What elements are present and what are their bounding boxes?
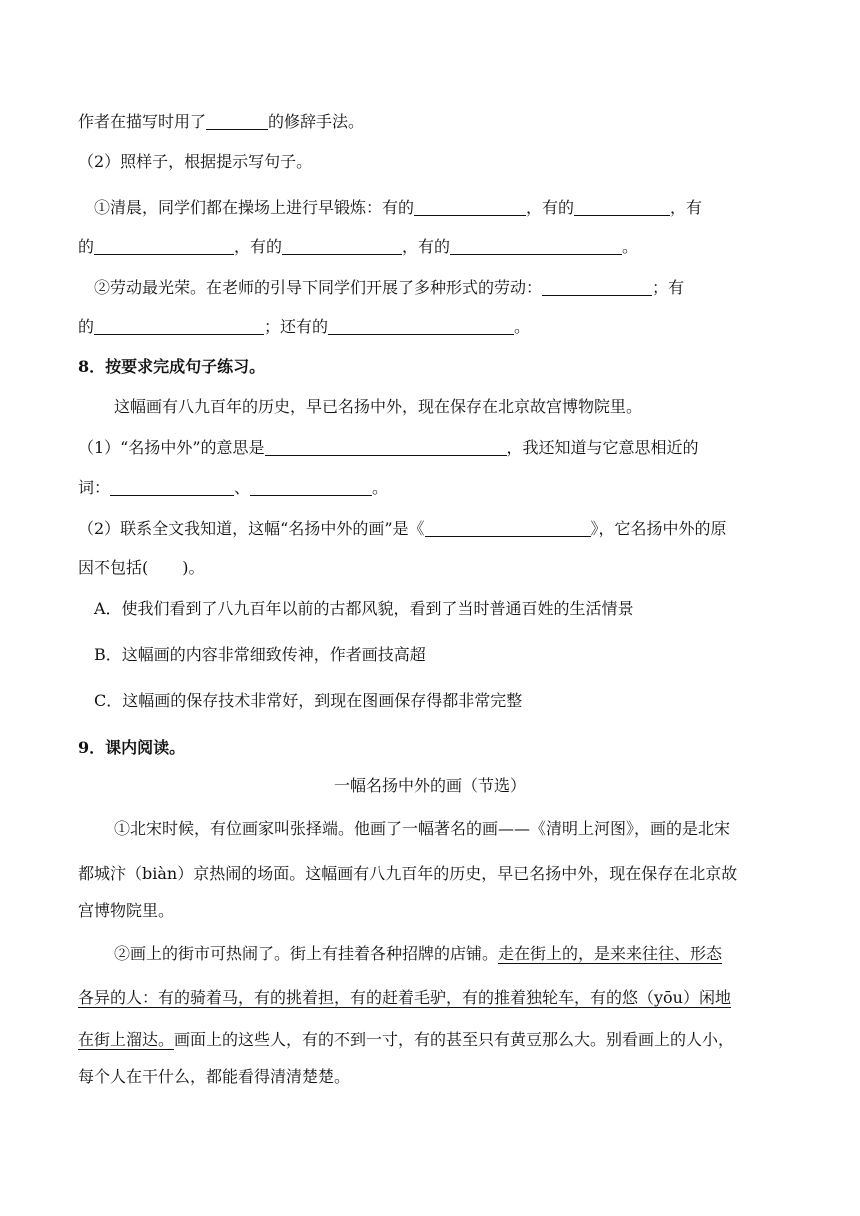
- meaning-blank[interactable]: [265, 439, 507, 456]
- q8-1-line2: 词： 、 。: [78, 478, 389, 497]
- q7-rhetoric-line: 作者在描写时用了 的修辞手法。: [78, 112, 365, 131]
- reading-p2-line2: 各异的人：有的骑着马，有的挑着担，有的赶着毛驴，有的推着独轮车，有的悠（yōu）闲地: [78, 988, 731, 1007]
- reading-p1-line2: 都城汴（biàn）京热闹的场面。这幅画有八九百年的历史，早已名扬中外，现在保存在北京故: [78, 864, 738, 883]
- q7-item1-line2: 的 ，有的 ，有的 。: [78, 237, 639, 256]
- fill-blank[interactable]: [450, 238, 622, 255]
- reading-p2-line1: ②画上的街市可热闹了。街上有挂着各种招牌的店铺。走在街上的，是来来往往、形态: [114, 944, 723, 963]
- underlined-sentence: 走在街上的，是来来往往、形态: [498, 944, 723, 963]
- q8-2-line2: 因不包括( )。: [78, 558, 205, 577]
- q8-sentence: 这幅画有八九百年的历史，早已名扬中外，现在保存在北京故宫博物院里。: [114, 397, 643, 416]
- q7-2-label: （2）照样子，根据提示写句子。: [78, 152, 313, 171]
- reading-p1-line1: ①北宋时候，有位画家叫张择端。他画了一幅著名的画——《清明上河图》，画的是北宋: [114, 819, 731, 838]
- fill-blank[interactable]: [282, 238, 402, 255]
- fill-blank[interactable]: [94, 318, 264, 335]
- q7-item2-line1: ②劳动最光荣。在老师的引导下同学们开展了多种形式的劳动： ；有: [94, 278, 685, 297]
- synonym-blank[interactable]: [250, 479, 372, 496]
- fill-blank[interactable]: [574, 199, 670, 216]
- reading-p2-line4: 每个人在干什么，都能看得清清楚楚。: [78, 1067, 351, 1086]
- underlined-sentence-end: 在街上溜达。: [78, 1030, 175, 1049]
- q9-heading: 9．课内阅读。: [78, 738, 186, 757]
- rhetoric-blank[interactable]: [206, 113, 268, 130]
- q7-item1-line1: ①清晨，同学们都在操场上进行早锻炼：有的 ，有的 ，有: [94, 198, 703, 217]
- reading-title: 一幅名扬中外的画（节选）: [333, 776, 526, 795]
- q8-1-line1: （1）“名扬中外”的意思是 ，我还知道与它意思相近的: [78, 438, 699, 457]
- q7-item2-line2: 的 ；还有的 。: [78, 317, 531, 336]
- fill-blank[interactable]: [94, 238, 234, 255]
- synonym-blank[interactable]: [110, 479, 234, 496]
- reading-p1-line3: 宫博物院里。: [78, 901, 175, 920]
- reading-p2-line3: 在街上溜达。画面上的这些人，有的不到一寸，有的甚至只有黄豆那么大。别看画上的人小，: [78, 1030, 735, 1049]
- fill-blank[interactable]: [414, 199, 526, 216]
- fill-blank[interactable]: [328, 318, 514, 335]
- painting-name-blank[interactable]: [425, 520, 591, 537]
- q8-2-line1: （2）联系全文我知道，这幅“名扬中外的画”是《 》，它名扬中外的原: [78, 519, 727, 538]
- fill-blank[interactable]: [542, 279, 652, 296]
- q8-option-c: C．这幅画的保存技术非常好，到现在图画保存得都非常完整: [94, 691, 523, 710]
- q8-option-a: A．使我们看到了八九百年以前的古都风貌，看到了当时普通百姓的生活情景: [94, 599, 634, 618]
- q8-option-b: B．这幅画的内容非常细致传神，作者画技高超: [94, 645, 426, 664]
- q8-heading: 8．按要求完成句子练习。: [78, 357, 266, 376]
